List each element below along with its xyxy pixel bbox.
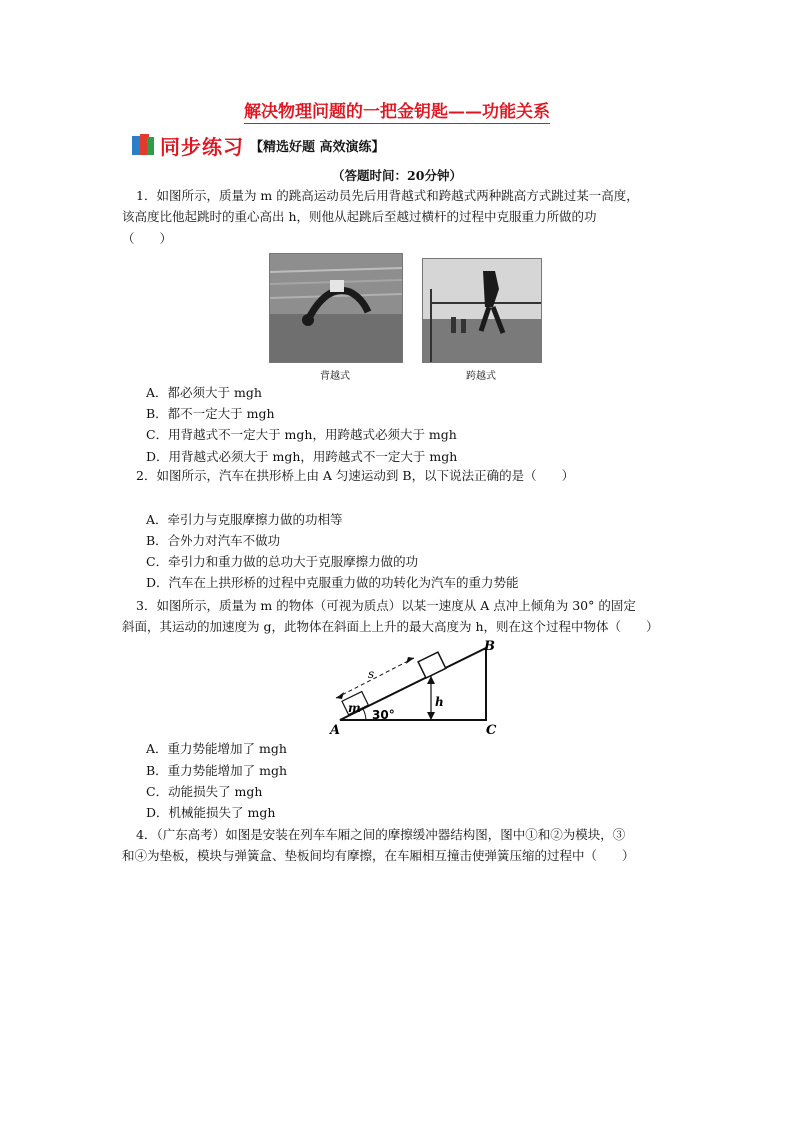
- q2-line: 2．如图所示，汽车在拱形桥上由 A 匀速运动到 B，以下说法正确的是（ ）: [136, 468, 575, 483]
- label-h: h: [435, 695, 444, 709]
- section-banner: [132, 131, 385, 159]
- q1-option-b: B．都不一定大于 mgh: [146, 406, 275, 421]
- q3-option-c: C．动能损失了 mgh: [146, 784, 263, 799]
- q1-option-c: C．用背越式不一定大于 mgh，用跨越式必须大于 mgh: [146, 427, 457, 442]
- caption-back-style: 背越式: [320, 371, 350, 382]
- label-a: A: [330, 723, 341, 738]
- q2-option-d: D．汽车在上拱形桥的过程中克服重力做的功转化为汽车的重力势能: [146, 575, 519, 590]
- q1-line: 该高度比他起跳时的重心高出 h，则他从起跳后至越过横杆的过程中克服重力所做的功: [122, 209, 597, 224]
- q2-option-b: B．合外力对汽车不做功: [146, 533, 281, 548]
- label-m: m: [348, 701, 361, 715]
- q4-line: 4．（广东高考）如图是安装在列车车厢之间的摩擦缓冲器结构图，图中①和②为模块，③: [136, 827, 626, 842]
- label-b: B: [484, 639, 495, 654]
- q2-option-c: C．牵引力和重力做的总功大于克服摩擦力做的功: [146, 554, 419, 569]
- q3-line: 斜面，其运动的加速度为 g，此物体在斜面上上升的最大高度为 h，则在这个过程中物体（ ）: [122, 619, 659, 634]
- incline-diagram: [326, 636, 510, 738]
- q1-line: 1．如图所示，质量为 m 的跳高运动员先后用背越式和跨越式两种跳高方式跳过某一高度，: [136, 188, 639, 203]
- q1-option-a: A．都必须大于 mgh: [146, 385, 262, 400]
- label-angle: 30°: [372, 708, 395, 722]
- caption-scissors-style: 跨越式: [466, 371, 496, 382]
- banner-subtitle: 【精选好题 高效演练】: [250, 139, 385, 155]
- q3-option-a: A．重力势能增加了 mgh: [146, 741, 287, 756]
- label-s: s: [368, 667, 375, 681]
- banner-label: 同步练习: [160, 134, 244, 159]
- label-c: C: [486, 723, 497, 738]
- books-icon: [132, 134, 156, 156]
- q3-option-b: B．重力势能增加了 mgh: [146, 763, 288, 778]
- page-title: 解决物理问题的一把金钥匙——功能关系: [244, 102, 550, 122]
- q2-option-a: A．牵引力与克服摩擦力做的功相等: [146, 512, 343, 527]
- q1-option-d: D．用背越式必须大于 mgh，用跨越式不一定大于 mgh: [146, 449, 458, 464]
- q3-line: 3．如图所示，质量为 m 的物体（可视为质点）以某一速度从 A 点冲上倾角为 30° 的固定: [136, 598, 636, 613]
- q4-line: 和④为垫板，模块与弹簧盒、垫板间均有摩擦，在车厢相互撞击使弹簧压缩的过程中（ ）: [122, 848, 635, 863]
- answer-time: （答题时间：20分钟）: [332, 168, 462, 183]
- q3-option-d: D．机械能损失了 mgh: [146, 805, 276, 820]
- q1-line: （ ）: [122, 231, 173, 246]
- photo-scissors-style-jump: [422, 258, 542, 363]
- photo-back-style-jump: [269, 253, 403, 363]
